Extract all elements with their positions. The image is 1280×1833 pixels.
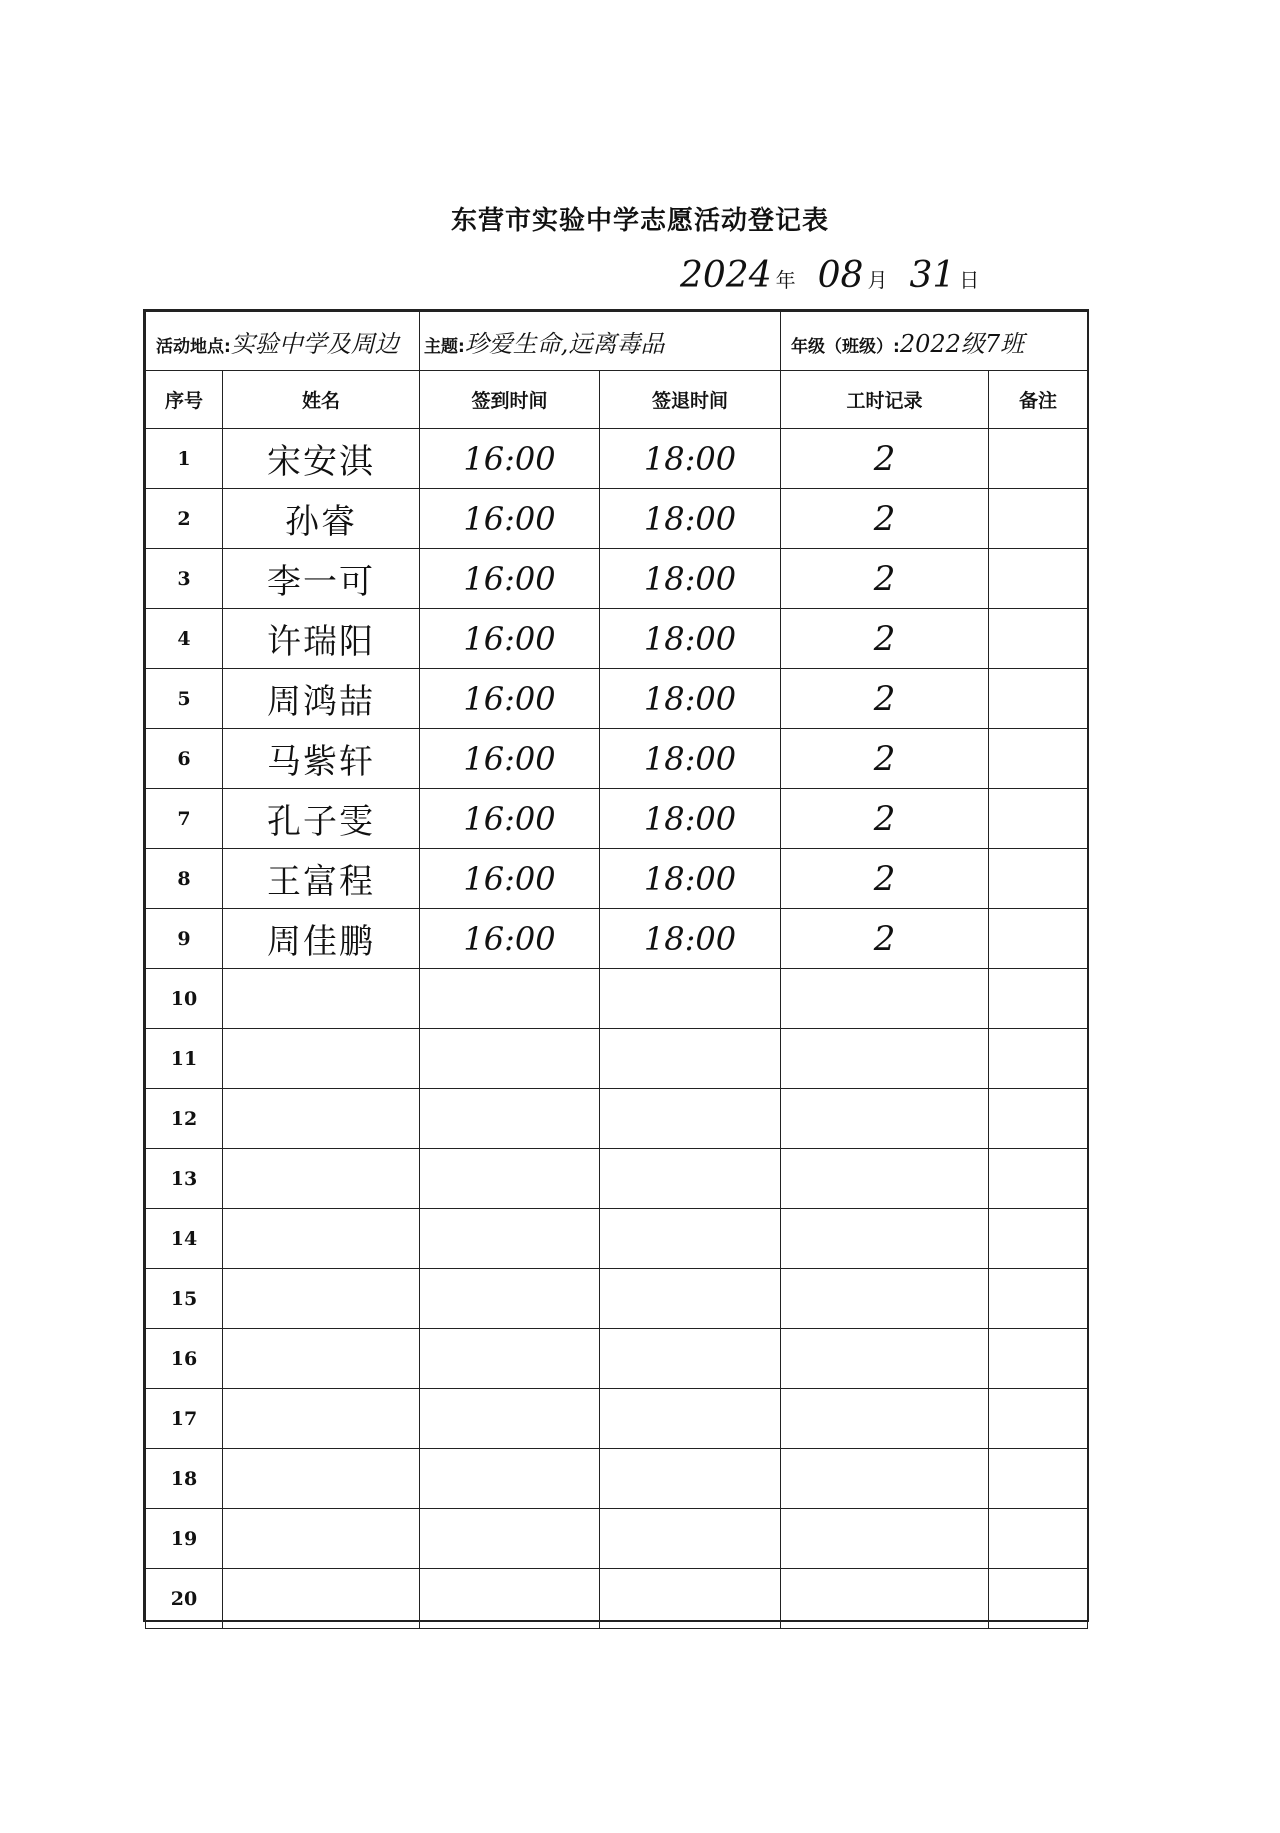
name-cell	[223, 1389, 420, 1449]
location-value: 实验中学及周边	[230, 329, 399, 358]
row-number: 1	[146, 429, 223, 489]
sign-in-cell: 16:00	[420, 549, 600, 609]
name-cell	[223, 969, 420, 1029]
sign-in-cell	[420, 969, 600, 1029]
name-cell	[223, 1149, 420, 1209]
sign-in-cell	[420, 1089, 600, 1149]
hours-cell	[781, 1569, 989, 1629]
sign-in-cell: 16:00	[420, 489, 600, 549]
row-number: 9	[146, 909, 223, 969]
sign-in-cell	[420, 1449, 600, 1509]
row-number: 8	[146, 849, 223, 909]
note-cell	[989, 1509, 1088, 1569]
note-cell	[989, 1389, 1088, 1449]
hours-cell: 2	[781, 489, 989, 549]
row-number: 11	[146, 1029, 223, 1089]
sign-in-cell: 16:00	[420, 729, 600, 789]
hours-cell: 2	[781, 729, 989, 789]
sign-out-cell: 18:00	[600, 909, 781, 969]
name-cell	[223, 1569, 420, 1629]
sign-out-cell: 18:00	[600, 669, 781, 729]
row-number: 12	[146, 1089, 223, 1149]
hours-cell	[781, 1089, 989, 1149]
table-row	[146, 789, 1088, 849]
hours-cell	[781, 1149, 989, 1209]
sign-out-cell	[600, 969, 781, 1029]
row-number: 6	[146, 729, 223, 789]
note-cell	[989, 669, 1088, 729]
table-row	[146, 609, 1088, 669]
col-header-no: 序号	[146, 371, 223, 429]
hours-cell: 2	[781, 549, 989, 609]
table-row	[146, 1569, 1088, 1629]
sign-out-cell	[600, 1269, 781, 1329]
sign-in-cell: 16:00	[420, 669, 600, 729]
sign-out-cell	[600, 1089, 781, 1149]
note-cell	[989, 489, 1088, 549]
name-cell: 许瑞阳	[223, 609, 420, 669]
table-row	[146, 969, 1088, 1029]
hours-cell: 2	[781, 669, 989, 729]
table-row	[146, 669, 1088, 729]
name-cell	[223, 1209, 420, 1269]
note-cell	[989, 1449, 1088, 1509]
note-cell	[989, 429, 1088, 489]
hours-cell	[781, 1449, 989, 1509]
sign-in-cell	[420, 1269, 600, 1329]
sign-out-cell: 18:00	[600, 429, 781, 489]
note-cell	[989, 909, 1088, 969]
note-cell	[989, 729, 1088, 789]
note-cell	[989, 1209, 1088, 1269]
sign-out-cell: 18:00	[600, 789, 781, 849]
table-row	[146, 1029, 1088, 1089]
date-day: 31	[909, 255, 956, 296]
row-number: 3	[146, 549, 223, 609]
sign-in-cell	[420, 1029, 600, 1089]
sign-in-cell	[420, 1509, 600, 1569]
grade-value: 2022级7班	[899, 329, 1025, 358]
row-number: 17	[146, 1389, 223, 1449]
col-header-hours: 工时记录	[781, 371, 989, 429]
sign-out-cell: 18:00	[600, 489, 781, 549]
sign-in-cell: 16:00	[420, 789, 600, 849]
note-cell	[989, 609, 1088, 669]
hours-cell: 2	[781, 789, 989, 849]
name-cell: 孔子雯	[223, 789, 420, 849]
name-cell: 马紫轩	[223, 729, 420, 789]
note-cell	[989, 1029, 1088, 1089]
sign-in-cell: 16:00	[420, 849, 600, 909]
registration-table	[145, 311, 1088, 1629]
row-number: 19	[146, 1509, 223, 1569]
table-row	[146, 1209, 1088, 1269]
name-cell: 王富程	[223, 849, 420, 909]
sign-in-cell	[420, 1389, 600, 1449]
col-header-sign-out: 签退时间	[600, 371, 781, 429]
col-header-note: 备注	[989, 371, 1088, 429]
name-cell: 李一可	[223, 549, 420, 609]
table-row	[146, 1509, 1088, 1569]
table-row	[146, 729, 1088, 789]
hours-cell	[781, 1509, 989, 1569]
sign-out-cell	[600, 1509, 781, 1569]
form-date	[680, 255, 1001, 299]
hours-cell	[781, 969, 989, 1029]
col-header-sign-in: 签到时间	[420, 371, 600, 429]
name-cell	[223, 1449, 420, 1509]
note-cell	[989, 1269, 1088, 1329]
hours-cell: 2	[781, 909, 989, 969]
table-row	[146, 1269, 1088, 1329]
row-number: 7	[146, 789, 223, 849]
theme-cell	[420, 312, 781, 371]
grade-label: 年级（班级）:	[791, 336, 900, 357]
table-row	[146, 1329, 1088, 1389]
sign-in-cell	[420, 1149, 600, 1209]
sign-out-cell	[600, 1389, 781, 1449]
table-row	[146, 909, 1088, 969]
name-cell	[223, 1509, 420, 1569]
hours-cell	[781, 1329, 989, 1389]
info-row	[146, 312, 1088, 371]
date-month: 08	[817, 255, 864, 296]
row-number: 13	[146, 1149, 223, 1209]
row-number: 20	[146, 1569, 223, 1629]
registration-sheet	[143, 309, 1089, 1622]
row-number: 16	[146, 1329, 223, 1389]
table-row	[146, 1089, 1088, 1149]
name-cell: 周佳鹏	[223, 909, 420, 969]
name-cell: 孙睿	[223, 489, 420, 549]
date-day-unit: 日	[959, 268, 980, 292]
sign-out-cell	[600, 1449, 781, 1509]
row-number: 4	[146, 609, 223, 669]
table-row	[146, 1389, 1088, 1449]
name-cell	[223, 1269, 420, 1329]
sign-out-cell: 18:00	[600, 609, 781, 669]
sign-out-cell	[600, 1149, 781, 1209]
date-year: 2024	[680, 255, 772, 296]
note-cell	[989, 549, 1088, 609]
sign-in-cell: 16:00	[420, 429, 600, 489]
table-row	[146, 549, 1088, 609]
sign-in-cell	[420, 1329, 600, 1389]
header-row	[146, 371, 1088, 429]
row-number: 14	[146, 1209, 223, 1269]
date-month-unit: 月	[867, 268, 888, 292]
row-number: 18	[146, 1449, 223, 1509]
note-cell	[989, 849, 1088, 909]
hours-cell	[781, 1029, 989, 1089]
note-cell	[989, 1149, 1088, 1209]
theme-value: 珍爱生命,远离毒品	[464, 329, 665, 358]
hours-cell	[781, 1209, 989, 1269]
col-header-name: 姓名	[223, 371, 420, 429]
theme-label: 主题:	[424, 336, 465, 357]
location-cell	[146, 312, 420, 371]
note-cell	[989, 1089, 1088, 1149]
sign-out-cell: 18:00	[600, 729, 781, 789]
grade-cell	[781, 312, 1088, 371]
table-row	[146, 1149, 1088, 1209]
name-cell: 周鸿喆	[223, 669, 420, 729]
note-cell	[989, 969, 1088, 1029]
row-number: 2	[146, 489, 223, 549]
location-label: 活动地点:	[156, 336, 231, 357]
note-cell	[989, 1569, 1088, 1629]
hours-cell	[781, 1269, 989, 1329]
sign-out-cell	[600, 1569, 781, 1629]
hours-cell	[781, 1389, 989, 1449]
row-number: 5	[146, 669, 223, 729]
table-row	[146, 1449, 1088, 1509]
sign-out-cell	[600, 1329, 781, 1389]
hours-cell: 2	[781, 609, 989, 669]
note-cell	[989, 789, 1088, 849]
name-cell: 宋安淇	[223, 429, 420, 489]
sign-out-cell: 18:00	[600, 849, 781, 909]
name-cell	[223, 1329, 420, 1389]
sign-in-cell	[420, 1209, 600, 1269]
sign-out-cell	[600, 1029, 781, 1089]
sign-in-cell: 16:00	[420, 909, 600, 969]
name-cell	[223, 1089, 420, 1149]
row-number: 10	[146, 969, 223, 1029]
sign-in-cell: 16:00	[420, 609, 600, 669]
table-row	[146, 849, 1088, 909]
date-year-unit: 年	[775, 268, 796, 292]
name-cell	[223, 1029, 420, 1089]
sign-out-cell: 18:00	[600, 549, 781, 609]
note-cell	[989, 1329, 1088, 1389]
row-number: 15	[146, 1269, 223, 1329]
table-row	[146, 429, 1088, 489]
hours-cell: 2	[781, 429, 989, 489]
hours-cell: 2	[781, 849, 989, 909]
sign-out-cell	[600, 1209, 781, 1269]
form-title: 东营市实验中学志愿活动登记表	[450, 206, 829, 236]
sign-in-cell	[420, 1569, 600, 1629]
table-row	[146, 489, 1088, 549]
